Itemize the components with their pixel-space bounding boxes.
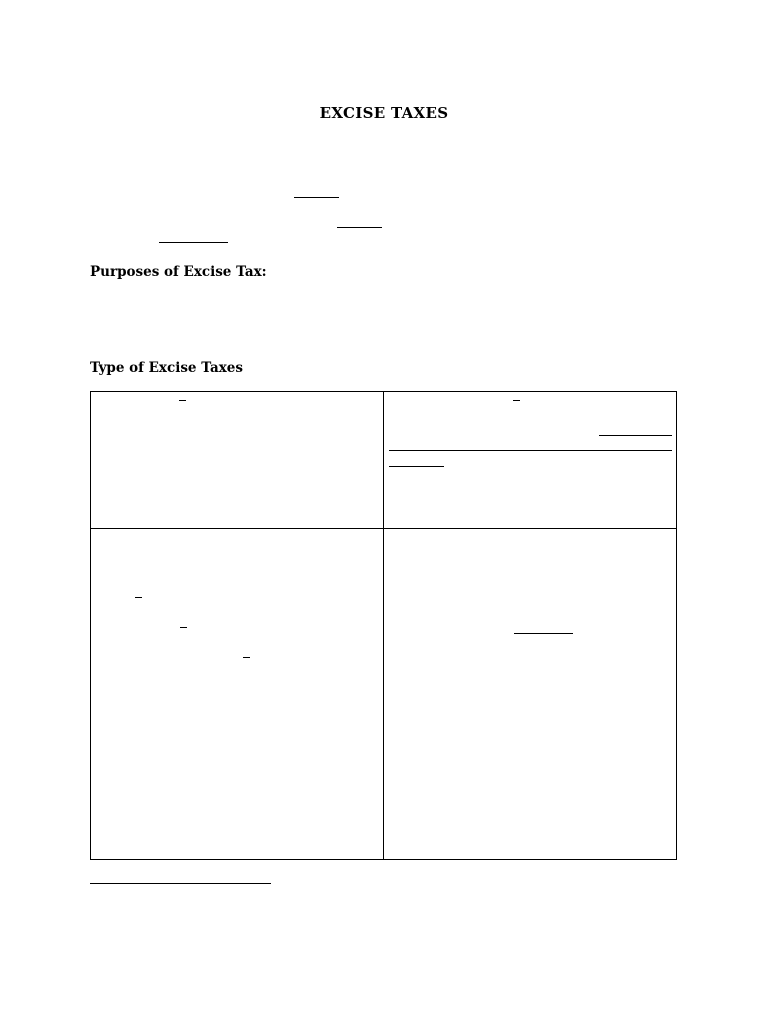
fill-in-blank xyxy=(337,227,382,228)
fill-in-blank xyxy=(599,435,672,436)
fill-in-blank xyxy=(180,627,187,628)
fill-in-blank xyxy=(179,400,186,401)
table-cell-bottom-left xyxy=(91,529,383,861)
fill-in-blank xyxy=(389,466,444,467)
fill-in-blank xyxy=(135,597,142,598)
fill-in-blank xyxy=(389,450,672,451)
table-cell-bottom-right xyxy=(384,529,678,861)
fill-in-blank xyxy=(159,242,228,243)
table-cell-top-left xyxy=(91,392,383,528)
fill-in-blank xyxy=(243,657,250,658)
fill-in-blank xyxy=(294,197,339,198)
excise-types-table xyxy=(90,391,677,860)
purposes-heading: Purposes of Excise Tax: xyxy=(90,264,267,280)
footnote-separator xyxy=(90,883,271,884)
fill-in-blank xyxy=(514,633,573,634)
fill-in-blank xyxy=(513,400,520,401)
table-cell-top-right xyxy=(384,392,678,528)
document-title: EXCISE TAXES xyxy=(319,104,449,122)
types-heading: Type of Excise Taxes xyxy=(90,360,243,376)
